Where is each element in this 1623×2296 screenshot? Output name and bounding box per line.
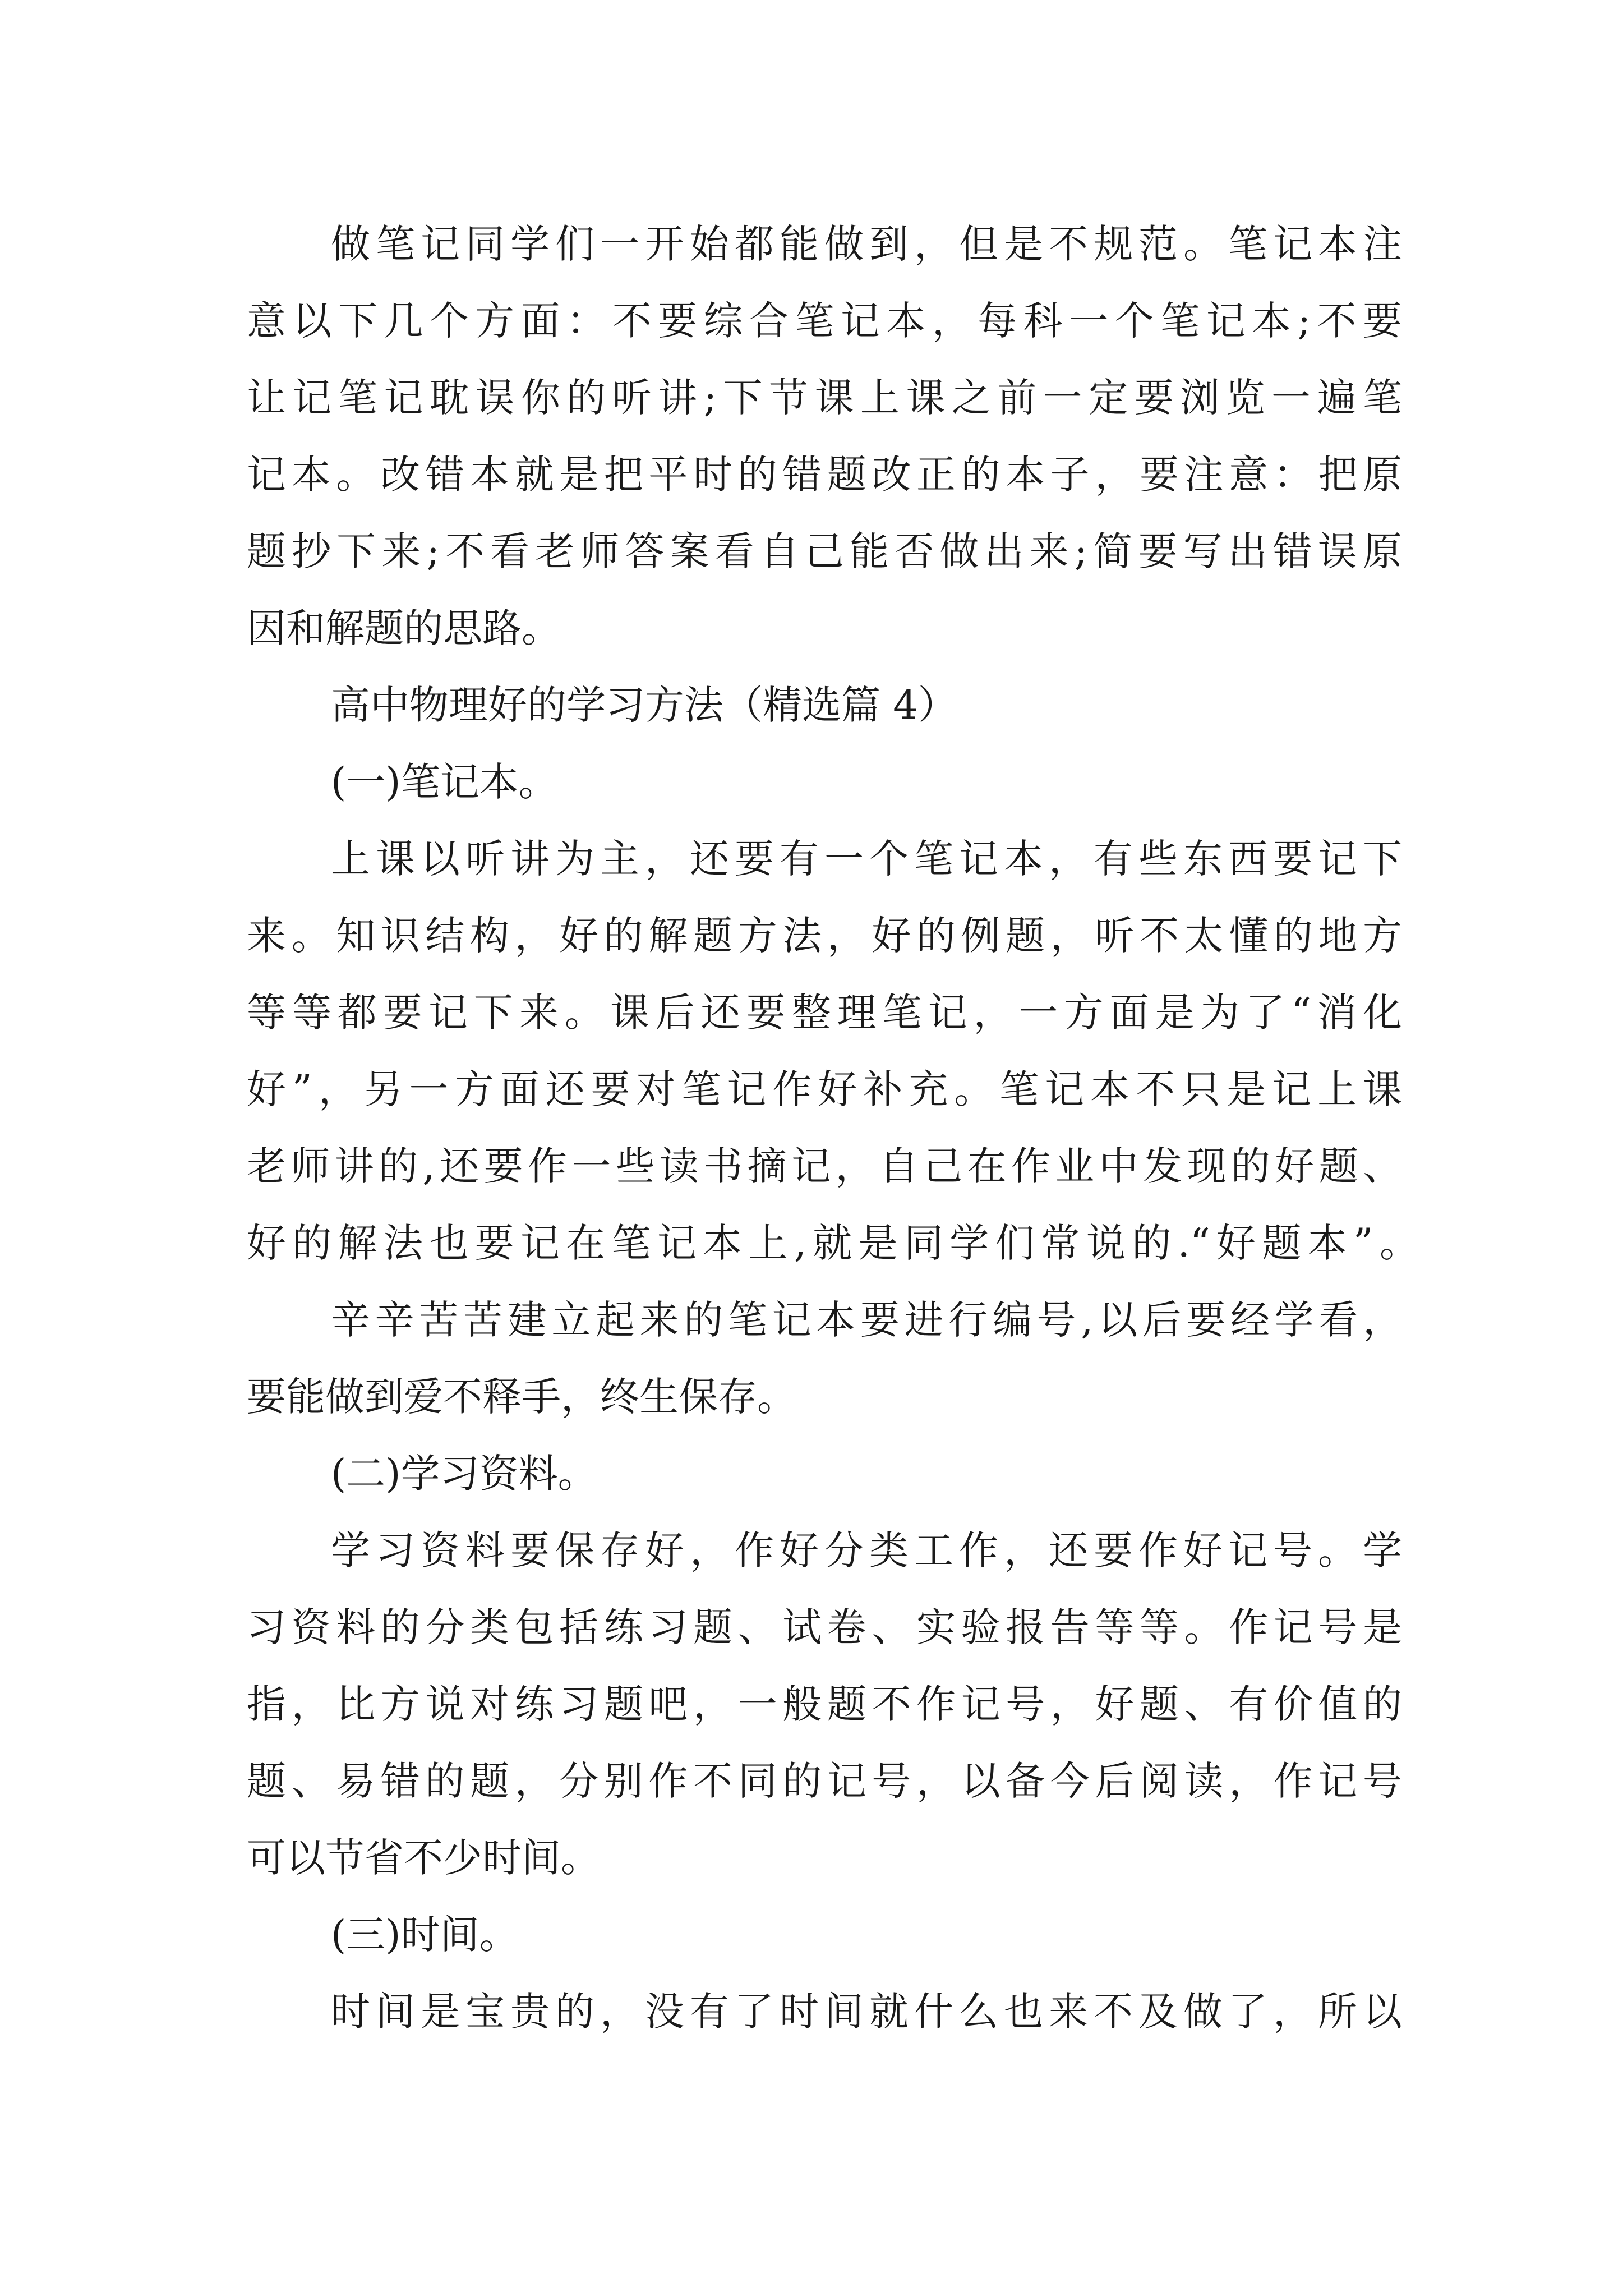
text-line: 做笔记同学们一开始都能做到，但是不规范。笔记本注 (331, 221, 1402, 267)
text-line: 记本。改错本就是把平时的错题改正的本子，要注意：把原 (247, 452, 1402, 498)
text-line: 好的解法也要记在笔记本上,就是同学们常说的.“好题本”。 (247, 1220, 1419, 1266)
text-line: 指，比方说对练习题吧，一般题不作记号，好题、有价值的 (247, 1681, 1402, 1727)
text-line: 好”，另一方面还要对笔记作好补充。笔记本不只是记上课 (247, 1066, 1402, 1112)
text-line: 可以节省不少时间。 (247, 1835, 600, 1881)
text-line: 题抄下来;不看老师答案看自己能否做出来;简要写出错误原 (247, 528, 1402, 574)
text-line: 题、易错的题，分别作不同的记号，以备今后阅读，作记号 (247, 1758, 1402, 1804)
text-line: 意以下几个方面：不要综合笔记本，每科一个笔记本;不要 (247, 298, 1402, 344)
text-line: 来。知识结构，好的解题方法，好的例题，听不太懂的地方 (247, 913, 1402, 959)
text-line: 要能做到爱不释手，终生保存。 (247, 1374, 796, 1420)
text-line: 让记笔记耽误你的听讲;下节课上课之前一定要浏览一遍笔 (247, 375, 1402, 421)
text-line: 时间是宝贵的，没有了时间就什么也来不及做了，所以 (331, 1989, 1402, 2035)
subsection-heading: (二)学习资料。 (331, 1451, 597, 1497)
text-line: 老师讲的,还要作一些读书摘记，自己在作业中发现的好题、 (247, 1143, 1402, 1189)
section-heading: 高中物理好的学习方法（精选篇 4） (331, 682, 957, 728)
text-line: 辛辛苦苦建立起来的笔记本要进行编号,以后要经学看， (331, 1297, 1402, 1343)
text-line: 上课以听讲为主，还要有一个笔记本，有些东西要记下 (331, 836, 1402, 882)
text-line: 学习资料要保存好，作好分类工作，还要作好记号。学 (331, 1527, 1402, 1573)
subsection-heading: (三)时间。 (331, 1912, 519, 1958)
text-line: 因和解题的思路。 (247, 605, 561, 651)
text-line: 习资料的分类包括练习题、试卷、实验报告等等。作记号是 (247, 1604, 1402, 1650)
subsection-heading: (一)笔记本。 (331, 759, 558, 805)
text-line: 等等都要记下来。课后还要整理笔记，一方面是为了“消化 (247, 990, 1402, 1036)
